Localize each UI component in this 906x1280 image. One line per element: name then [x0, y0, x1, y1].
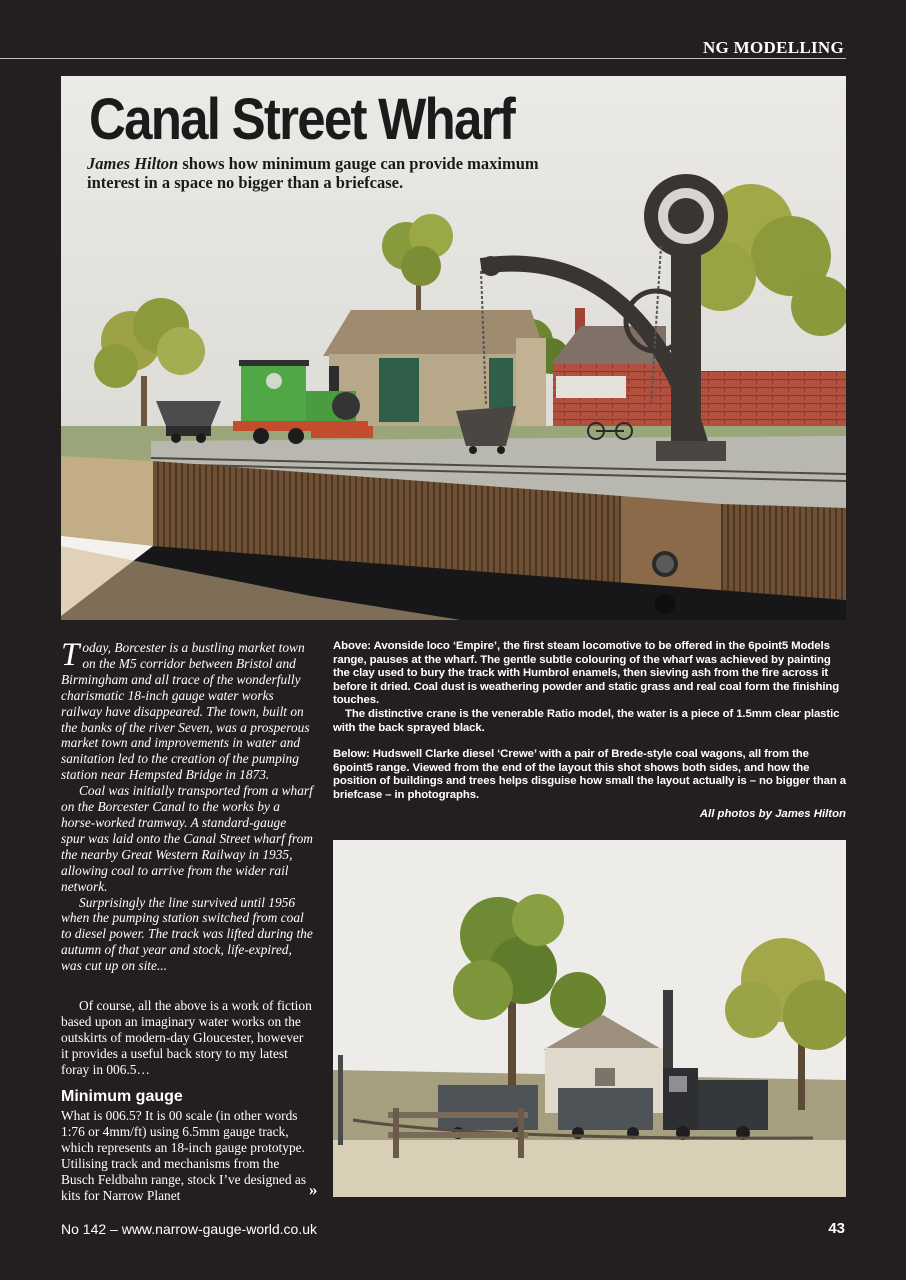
paragraph-2: Coal was initially transported from a wharf on the Borcester Canal to the works by a horse-worked tramway. A standard-gauge spur was laid onto the Canal Street wharf from the nearby Great Western Railway in 1935, allowing coal to arrive from the wider rail network.: [61, 783, 313, 894]
photo-credit: All photos by James Hilton: [699, 808, 846, 820]
paragraph-5: What is 006.5? It is 00 scale (in other words 1:76 or 4mm/ft) using 6.5mm gauge track, which represents an 18-inch gauge prototype. Utilising track and mechanisms from the Busch Feldbahn range, stock I’ve designed as kits for Narrow Planet: [61, 1108, 307, 1203]
second-photo: [333, 840, 846, 1197]
lamp-post: [338, 1055, 343, 1145]
article-body-intro: [61, 637, 313, 974]
continue-arrow-icon: »: [309, 1180, 318, 1199]
paragraph-3: Surprisingly the line survived until 1956 when the pumping station switched from coal to diesel power. The track was lifted during the autumn of that year and stock, life-expired, was cut up on site...: [61, 894, 313, 974]
caption-above-crane: The distinctive crane is the venerable Ratio model, the water is a piece of 1.5mm clear plastic with the back sprayed black.: [333, 707, 840, 734]
caption-above: Above: Avonside loco ‘Empire’, the first steam locomotive to be offered in the 6point5 Models range, pauses at the wharf. The gentle subtle colouring of the wharf was achieved by painting the clay used to bury the track with Humbrol enamels, then sieving ash from the fire across it before it dried. Coal dust is weathering powder and static grass and real coal form the finishing touches.: [333, 640, 840, 707]
article-body-fiction-note: [61, 998, 313, 1078]
photo-captions: [333, 640, 846, 803]
drop-cap: T: [61, 637, 80, 673]
standfirst-text: shows how minimum gauge can provide maximum interest in a space no bigger than a briefcase.: [87, 154, 539, 192]
paragraph-4: Of course, all the above is a work of fiction based upon an imaginary water works on the outskirts of modern-day Gloucester, however it provides a useful back story to my latest foray in 006.5…: [61, 998, 312, 1077]
standfirst: [87, 154, 587, 192]
page-title: Canal Street Wharf: [89, 87, 514, 152]
caption-below: Below: Hudswell Clarke diesel ‘Crewe’ with a pair of Brede-style coal wagons, all from the 6point5 range. Viewed from the end of the layout this shot shows both sides, and how the position of buildings and trees helps disguise how small the layout actually is – no bigger than a briefcase – in photographs.: [333, 748, 846, 801]
subheading-minimum-gauge: Minimum gauge: [61, 1088, 183, 1105]
diesel-layout-illustration: [333, 840, 846, 1197]
water-crane: [663, 990, 673, 1075]
paragraph-1: oday, Borcester is a bustling market town on the M5 corridor between Bristol and Birmingham and all trace of the wonderfully charismatic 18-inch gauge water works railway have disappeared. The town, built on the banks of the river Seven, was a prosperous market town and improvements in water and sanitation led to the creation of the pumping station near Hempsted Bridge in 1873.: [61, 640, 310, 783]
header-rule: [0, 58, 846, 59]
hero-photo: [61, 76, 846, 620]
article-body-minimum-gauge: [61, 1108, 313, 1203]
footer-issue: No 142 – www.narrow-gauge-world.co.uk: [61, 1221, 318, 1237]
section-tag: NG MODELLING: [702, 38, 844, 57]
author-name: James Hilton: [87, 154, 179, 173]
page-number: 43: [828, 1220, 845, 1237]
